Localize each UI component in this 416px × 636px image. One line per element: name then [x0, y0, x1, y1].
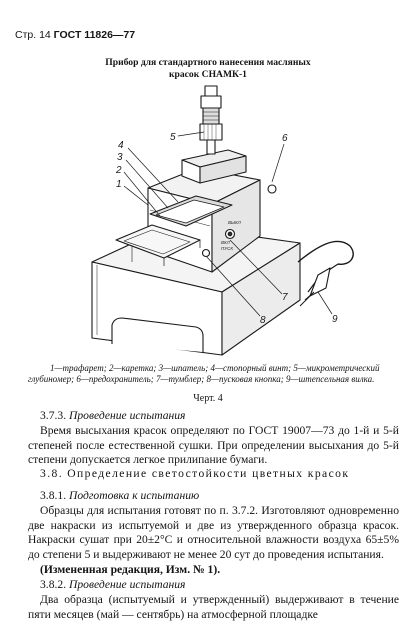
standard-code: ГОСТ 11826—77	[53, 29, 136, 41]
callout-4: 4	[118, 140, 124, 151]
paragraph-exposure: Два образца (испытуемый и утвержденный) выдерживают в течение пяти месяцев (май — сентябрь) на атмосферной площадке	[28, 593, 399, 621]
panel-label-start: ПУСК	[221, 246, 234, 251]
heading-3-8-2: 3.8.2. Проведение испытания	[40, 578, 186, 591]
power-cord	[298, 241, 353, 306]
heading-3-8: 3.8. Определение светостойкости цветных красок	[40, 467, 350, 480]
callout-1: 1	[116, 179, 122, 190]
micrometer	[200, 86, 222, 154]
callout-2: 2	[116, 165, 122, 176]
page-number: Стр. 14	[15, 29, 51, 41]
callout-7: 7	[282, 292, 288, 303]
figure-title-line-1: Прибор для стандартного нанесения масляных	[105, 57, 311, 68]
callout-9: 9	[332, 314, 338, 325]
paragraph-sample-prep: Образцы для испытания готовят по п. 3.7.2. Изготовляют одновременно две накраски из испытуемой и две из утвержденного образца красок. Накраски сушат при 20±2°С и относительной влажности воздуха 65±5% до степени 5 и выдерживают не менее 20 сут до проведения испытания.	[28, 504, 399, 561]
callout-3: 3	[117, 152, 123, 163]
panel-label-on: ВКЛ	[221, 240, 230, 245]
figure-ref: Черт. 4	[193, 393, 223, 404]
callout-8: 8	[260, 315, 266, 326]
figure-title-line-2: красок СНАМК-1	[169, 69, 247, 80]
callout-5: 5	[170, 132, 176, 143]
callout-6: 6	[282, 133, 288, 144]
heading-3-8-1: 3.8.1. Подготовка к испытанию	[40, 489, 200, 502]
heading-3-7-3: 3.7.3. Проведение испытания	[40, 409, 186, 422]
amendment-note: (Измененная редакция, Изм. № 1).	[40, 563, 221, 576]
paragraph-drying-time: Время высыхания красок определяют по ГОСТ 19007—73 до 1-й и 5-й степеней после естественной сушки. При определении высыхания до 5-й степени допускается легкое прилипание бумаги.	[28, 424, 399, 467]
panel-label-off: ВЫКЛ	[228, 220, 241, 225]
figure-caption: 1—трафарет; 2—каретка; 3—шпатель; 4—стопорный винт; 5—микрометрический глубиномер; 6—предохранитель; 7—тумблер; 8—пусковая кнопка; 9—штепсельная вилка.	[28, 363, 380, 384]
